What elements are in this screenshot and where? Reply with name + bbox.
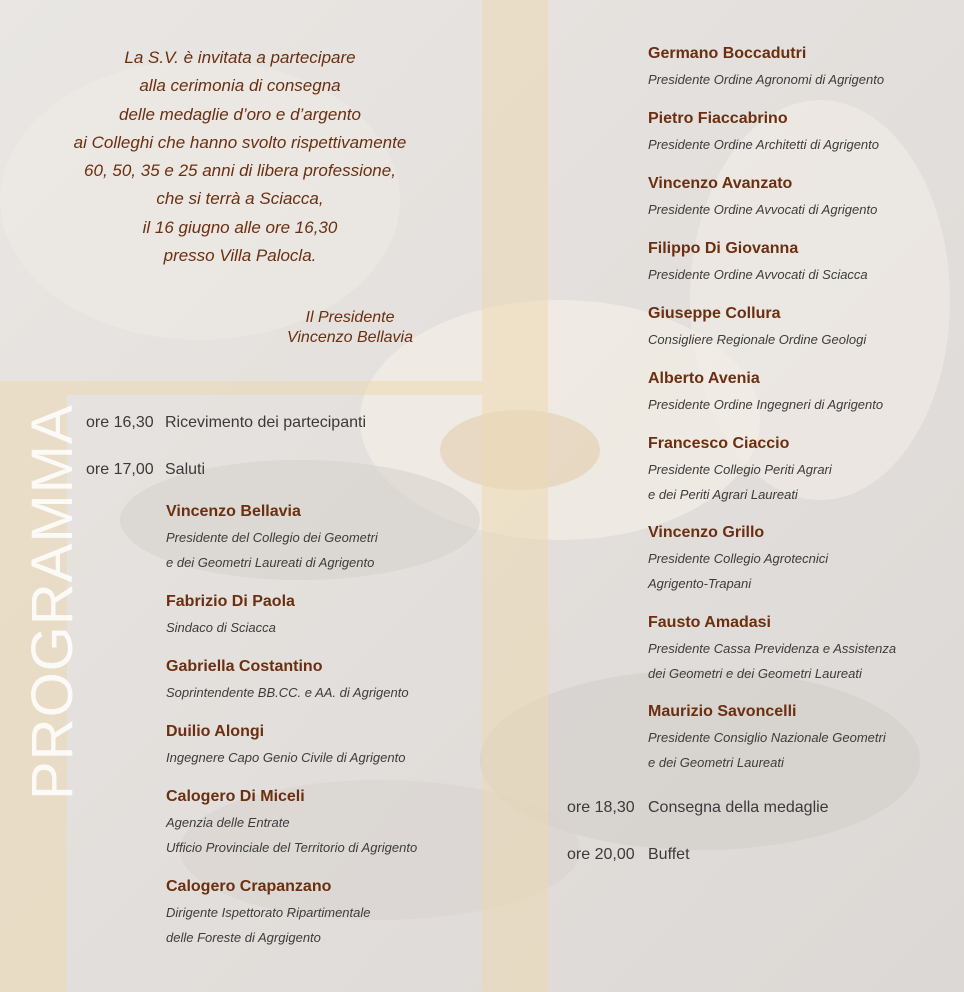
speaker-role: e dei Periti Agrari Laureati: [648, 487, 798, 502]
speaker-name: Pietro Fiaccabrino: [648, 110, 788, 127]
speaker-role: Presidente del Collegio dei Geometri: [166, 530, 378, 545]
speaker-role: Presidente Ordine Agronomi di Agrigento: [648, 72, 885, 87]
speaker-role: Consigliere Regionale Ordine Geologi: [648, 332, 867, 347]
speaker-entry: [166, 657, 409, 705]
speaker-entry: [648, 613, 896, 686]
schedule-desc: Ricevimento dei partecipanti: [165, 414, 366, 431]
speaker-role: Presidente Collegio Agrotecnici: [648, 551, 829, 566]
speaker-role: Presidente Collegio Periti Agrari: [648, 462, 832, 477]
speaker-entry: [166, 502, 378, 575]
schedule-desc: Consegna della medaglie: [648, 799, 829, 816]
speaker-name: Duilio Alongi: [166, 723, 265, 740]
speaker-entry: [648, 174, 877, 222]
speaker-role: Agenzia delle Entrate: [166, 815, 290, 830]
schedule-desc: Buffet: [648, 846, 690, 863]
speaker-name: Alberto Avenia: [648, 370, 760, 387]
schedule-time: ore 18,30: [567, 799, 635, 816]
invitation-line: delle medaglie d’oro e d’argento: [119, 104, 361, 124]
speaker-role: Ingegnere Capo Genio Civile di Agrigento: [166, 750, 406, 765]
speaker-role: e dei Geometri Laureati: [648, 755, 784, 770]
speaker-name: Giuseppe Collura: [648, 305, 781, 322]
speaker-role: Presidente Ordine Architetti di Agrigento: [648, 137, 879, 152]
speaker-name: Calogero Crapanzano: [166, 878, 332, 895]
speaker-role: dei Geometri e dei Geometri Laureati: [648, 666, 862, 681]
speaker-role: Presidente Ordine Avvocati di Agrigento: [648, 202, 878, 217]
invitation-line: ai Colleghi che hanno svolto rispettivamente: [73, 132, 407, 152]
speaker-entry: [648, 239, 868, 287]
speaker-role: Ufficio Provinciale del Territorio di Agrigento: [166, 840, 418, 855]
schedule-row: [567, 799, 829, 817]
speaker-role: Sindaco di Sciacca: [166, 620, 276, 635]
schedule-desc: Saluti: [165, 461, 206, 478]
invitation-line: presso Villa Palocla.: [163, 246, 317, 266]
schedule-time: ore 20,00: [567, 846, 635, 863]
schedule-time: ore 16,30: [86, 414, 154, 431]
signature: [270, 308, 430, 348]
schedule-row: [86, 461, 206, 479]
speaker-role: Presidente Ordine Avvocati di Sciacca: [648, 267, 868, 282]
speaker-role: Dirigente Ispettorato Ripartimentale: [166, 905, 371, 920]
speaker-entry: [166, 592, 295, 640]
speaker-role: Soprintendente BB.CC. e AA. di Agrigento: [166, 685, 409, 700]
speaker-role: delle Foreste di Agrgigento: [166, 930, 321, 945]
speaker-name: Francesco Ciaccio: [648, 435, 790, 452]
speaker-name: Vincenzo Avanzato: [648, 175, 793, 192]
schedule-row: [86, 414, 366, 432]
speaker-name: Fabrizio Di Paola: [166, 593, 295, 610]
signature-title: Il Presidente: [305, 309, 395, 326]
schedule-row: [567, 846, 690, 864]
speaker-role: Presidente Ordine Ingegneri di Agrigento: [648, 397, 884, 412]
speaker-entry: [166, 787, 417, 860]
invitation-line: che si terrà a Sciacca,: [156, 189, 324, 209]
speaker-entry: [648, 304, 866, 352]
speaker-entry: [648, 702, 886, 775]
speaker-entry: [166, 877, 371, 950]
speaker-name: Gabriella Costantino: [166, 658, 323, 675]
invitation-line: il 16 giugno alle ore 16,30: [142, 217, 338, 237]
speaker-entry: [166, 722, 405, 770]
speaker-role: Presidente Cassa Previdenza e Assistenza: [648, 641, 897, 656]
speaker-entry: [648, 523, 828, 596]
speaker-role: e dei Geometri Laureati di Agrigento: [166, 555, 375, 570]
speaker-name: Maurizio Savoncelli: [648, 703, 797, 720]
speaker-name: Filippo Di Giovanna: [648, 240, 799, 257]
speaker-name: Fausto Amadasi: [648, 614, 771, 631]
speaker-entry: [648, 44, 884, 92]
beige-band-horizontal: [0, 381, 482, 395]
speaker-entry: [648, 434, 832, 507]
speaker-entry: [648, 369, 883, 417]
programma-label: PROGRAMMA: [20, 404, 85, 800]
beige-band-center: [482, 0, 548, 992]
speaker-role: Agrigento-Trapani: [648, 576, 752, 591]
invitation-line: 60, 50, 35 e 25 anni di libera professione,: [84, 161, 396, 181]
invitation-text: [20, 44, 460, 270]
speaker-name: Vincenzo Grillo: [648, 524, 765, 541]
speaker-role: Presidente Consiglio Nazionale Geometri: [648, 730, 886, 745]
speaker-name: Germano Boccadutri: [648, 45, 807, 62]
schedule-time: ore 17,00: [86, 461, 154, 478]
speaker-name: Vincenzo Bellavia: [166, 503, 301, 520]
speaker-name: Calogero Di Miceli: [166, 788, 305, 805]
invitation-line: La S.V. è invitata a partecipare: [124, 48, 356, 67]
invitation-line: alla cerimonia di consegna: [139, 76, 341, 96]
speaker-entry: [648, 109, 879, 157]
signature-name: Vincenzo Bellavia: [286, 329, 413, 346]
